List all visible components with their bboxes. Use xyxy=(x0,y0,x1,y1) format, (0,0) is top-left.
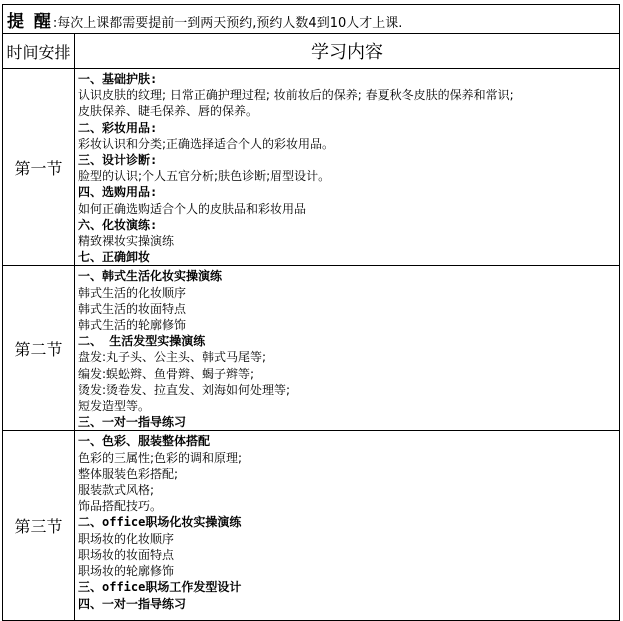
section-heading: 三、office职场工作发型设计 xyxy=(78,580,242,595)
notice-cell xyxy=(3,5,620,34)
section-heading: 七、正确卸妆 xyxy=(78,250,151,265)
content-line: 韩式生活的化妆顺序 xyxy=(78,285,187,300)
content-line: 烫发:烫卷发、拉直发、刘海如何处理等; xyxy=(78,382,291,397)
content-header: 学习内容 xyxy=(75,34,620,69)
section-heading: 二、office职场化妆实操演练 xyxy=(78,515,242,530)
section-heading: 一、基础护肤: xyxy=(78,72,158,86)
section-heading: 二、 生活发型实操演练 xyxy=(78,334,206,349)
session-name: 第一节 xyxy=(3,69,75,266)
content-line: 彩妆认识和分类;正确选择适合个人的彩妆用品。 xyxy=(78,136,335,151)
section-heading: 四、选购用品: xyxy=(78,185,158,200)
section-heading: 一、韩式生活化妆实操演练 xyxy=(78,269,223,284)
section-heading: 三、设计诊断: xyxy=(78,153,158,168)
content-line: 编发:蜈蚣辫、鱼骨辫、蝎子辫等; xyxy=(78,366,255,381)
session-content xyxy=(75,69,620,266)
session-content xyxy=(75,266,620,431)
session-name: 第三节 xyxy=(3,431,75,621)
content-line: 服装款式风格; xyxy=(78,483,155,498)
time-header: 时间安排 xyxy=(3,34,75,69)
content-line: 韩式生活的妆面特点 xyxy=(78,301,187,316)
notice-label: 提 醒 xyxy=(7,11,53,32)
section-heading: 一、色彩、服装整体搭配 xyxy=(78,434,211,449)
notice-text: :每次上课都需要提前一到两天预约,预约人数4到10人才上课. xyxy=(52,15,403,31)
content-line: 短发造型等。 xyxy=(78,399,151,414)
notice-row xyxy=(3,5,620,34)
session-name: 第二节 xyxy=(3,266,75,431)
session-row-1 xyxy=(3,69,620,266)
section-heading: 二、彩妆用品: xyxy=(78,120,158,135)
content-line: 饰品搭配技巧。 xyxy=(78,499,163,514)
session-content xyxy=(75,431,620,621)
session-row-2 xyxy=(3,266,620,431)
content-line: 职场妆的化妆顺序 xyxy=(78,531,175,546)
content-line: 韩式生活的轮廓修饰 xyxy=(78,318,187,333)
content-line: 色彩的三属性;色彩的调和原理; xyxy=(78,450,243,465)
content-line: 皮肤保养、睫毛保养、唇的保养。 xyxy=(78,104,259,119)
content-line: 认识皮肤的纹理; 日常正确护理过程; 妆前妆后的保养; 春夏秋冬皮肤的保养和常识; xyxy=(78,88,514,103)
section-heading: 三、一对一指导练习 xyxy=(78,415,187,430)
header-row xyxy=(3,34,620,69)
section-heading: 四、一对一指导练习 xyxy=(78,596,187,611)
session-row-3 xyxy=(3,431,620,621)
content-line: 盘发:丸子头、公主头、韩式马尾等; xyxy=(78,350,267,365)
content-line: 精致裸妆实操演练 xyxy=(78,234,175,249)
section-heading: 六、化妆演练: xyxy=(78,217,158,232)
content-line: 职场妆的轮廓修饰 xyxy=(78,564,175,579)
content-line: 整体服装色彩搭配; xyxy=(78,466,179,481)
content-line: 职场妆的妆面特点 xyxy=(78,547,175,562)
content-line: 脸型的认识;个人五官分析;肤色诊断;眉型设计。 xyxy=(78,169,331,184)
content-line: 如何正确选购适合个人的皮肤品和彩妆用品 xyxy=(78,201,307,216)
schedule-table xyxy=(2,4,620,621)
